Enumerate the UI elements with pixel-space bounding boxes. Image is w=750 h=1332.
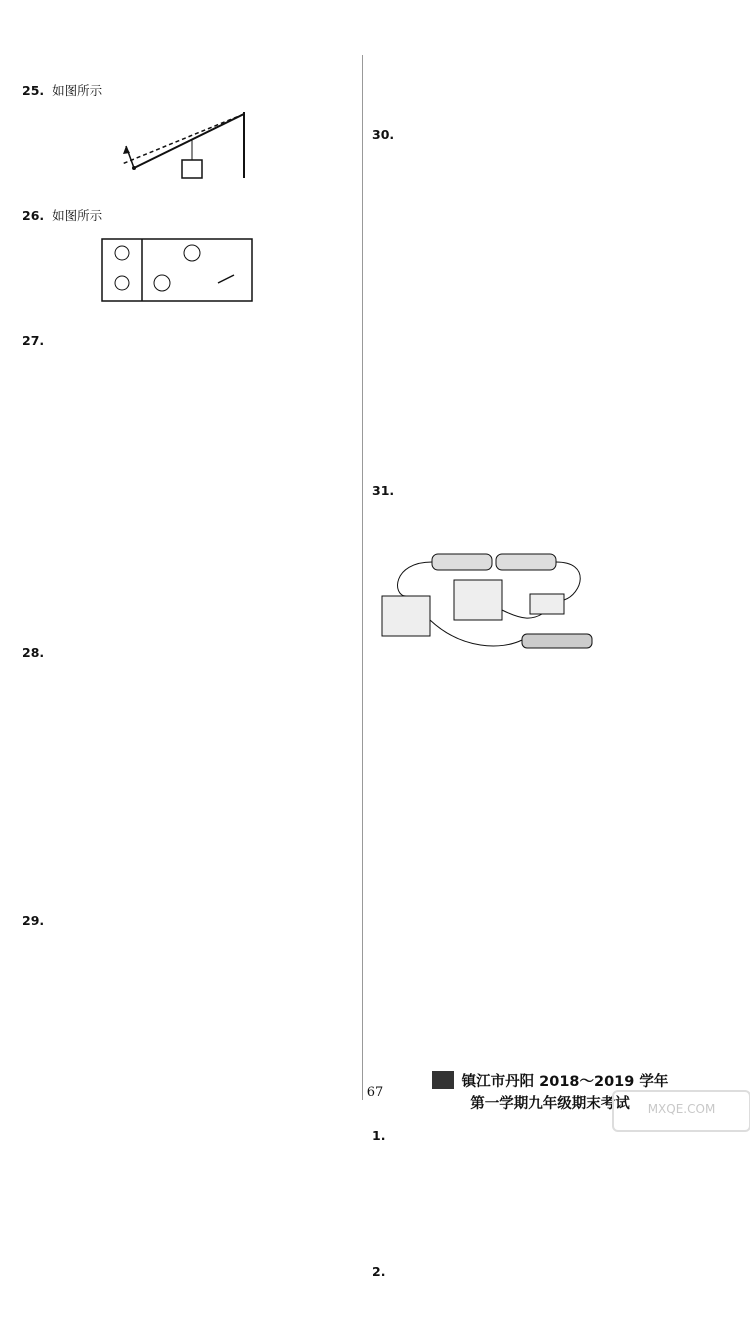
text-line bbox=[22, 616, 354, 638]
text-line bbox=[22, 1130, 354, 1152]
text-line bbox=[22, 1152, 354, 1174]
text-line bbox=[22, 708, 354, 730]
question-mc-2 bbox=[372, 1261, 728, 1305]
text-line bbox=[22, 594, 354, 616]
text-line bbox=[372, 1213, 728, 1235]
q29-continuation bbox=[372, 58, 728, 124]
text-line bbox=[372, 793, 728, 815]
question-body bbox=[372, 1147, 728, 1257]
text-line bbox=[22, 528, 354, 550]
text-line bbox=[372, 410, 728, 432]
text-line bbox=[22, 1108, 354, 1130]
section-title-line-1: 镇江市丹阳 2018～2019 学年 bbox=[461, 1074, 669, 1090]
text-line bbox=[22, 396, 354, 418]
text-line bbox=[22, 484, 354, 506]
text-line bbox=[372, 1147, 728, 1169]
text-line bbox=[22, 418, 354, 440]
text-line bbox=[372, 947, 728, 969]
text-line bbox=[372, 432, 728, 454]
circuit-apparatus-illustration bbox=[372, 550, 602, 670]
question-number: 31. bbox=[372, 483, 395, 498]
text-line bbox=[372, 881, 728, 903]
text-line bbox=[22, 686, 354, 708]
text-line bbox=[372, 1169, 728, 1191]
text-line bbox=[22, 1020, 354, 1042]
text-line bbox=[372, 80, 728, 102]
text-line bbox=[22, 840, 354, 862]
column-divider bbox=[362, 55, 363, 1100]
text-line bbox=[372, 344, 728, 366]
question-body bbox=[22, 664, 354, 906]
question-explanation bbox=[372, 683, 728, 1057]
text-line bbox=[372, 102, 728, 124]
text-line bbox=[372, 925, 728, 947]
text-line bbox=[372, 524, 728, 546]
text-line bbox=[22, 1306, 354, 1328]
question-number: 2. bbox=[372, 1264, 386, 1279]
text-line bbox=[22, 796, 354, 818]
text-line bbox=[22, 1174, 354, 1196]
text-line bbox=[22, 1240, 354, 1262]
question-number: 30. bbox=[372, 127, 395, 142]
question-number: 1. bbox=[372, 1128, 386, 1143]
text-line bbox=[22, 1262, 354, 1284]
text-line bbox=[22, 818, 354, 840]
text-line bbox=[22, 730, 354, 752]
text-line bbox=[372, 300, 728, 322]
text-line bbox=[372, 683, 728, 705]
q24-tail bbox=[22, 58, 354, 80]
text-line bbox=[372, 278, 728, 300]
question-body bbox=[372, 502, 728, 546]
text-line bbox=[22, 1196, 354, 1218]
text-line bbox=[372, 366, 728, 388]
text-line bbox=[372, 815, 728, 837]
question-25 bbox=[22, 80, 354, 201]
lever-diagram bbox=[22, 106, 282, 188]
text-line bbox=[22, 1042, 354, 1064]
question-30 bbox=[372, 124, 728, 476]
text-line bbox=[22, 1218, 354, 1240]
text-line bbox=[372, 234, 728, 256]
question-mc-1 bbox=[372, 1125, 728, 1257]
circuit-diagram bbox=[22, 231, 322, 313]
text-line bbox=[372, 502, 728, 524]
text-line bbox=[22, 932, 354, 954]
question-body bbox=[22, 352, 354, 638]
text-line bbox=[22, 976, 354, 998]
question-body bbox=[372, 146, 728, 476]
question-27 bbox=[22, 330, 354, 638]
text-line bbox=[22, 572, 354, 594]
question-body bbox=[372, 1283, 728, 1305]
question-text: 如图所示 bbox=[52, 208, 103, 223]
text-line bbox=[22, 998, 354, 1020]
text-line bbox=[372, 1283, 728, 1305]
left-column bbox=[22, 58, 354, 1332]
question-number: 25. bbox=[22, 83, 45, 98]
question-number: 26. bbox=[22, 208, 45, 223]
text-line bbox=[372, 322, 728, 344]
text-line bbox=[22, 664, 354, 686]
question-28 bbox=[22, 642, 354, 906]
text-line bbox=[372, 837, 728, 859]
text-line bbox=[372, 190, 728, 212]
text-line bbox=[372, 771, 728, 793]
text-line bbox=[22, 954, 354, 976]
text-line bbox=[372, 969, 728, 991]
text-line bbox=[372, 859, 728, 881]
text-line bbox=[22, 506, 354, 528]
question-26 bbox=[22, 205, 354, 326]
text-line bbox=[22, 374, 354, 396]
page-number: 67 bbox=[366, 1085, 384, 1100]
question-number: 28. bbox=[22, 645, 45, 660]
text-line bbox=[372, 256, 728, 278]
text-line bbox=[372, 991, 728, 1013]
text-line bbox=[22, 752, 354, 774]
text-line bbox=[372, 1235, 728, 1257]
text-line bbox=[22, 1064, 354, 1086]
question-text: 如图所示 bbox=[52, 83, 103, 98]
text-line bbox=[372, 454, 728, 476]
text-line bbox=[372, 388, 728, 410]
text-line bbox=[372, 903, 728, 925]
text-line bbox=[372, 146, 728, 168]
text-line bbox=[372, 1013, 728, 1035]
text-line bbox=[22, 862, 354, 884]
watermark: MXQE.COM bbox=[612, 1090, 750, 1132]
question-31 bbox=[372, 480, 728, 1057]
text-line bbox=[22, 1284, 354, 1306]
question-29 bbox=[22, 910, 354, 1328]
text-line bbox=[372, 58, 728, 80]
text-line bbox=[372, 727, 728, 749]
question-number: 27. bbox=[22, 333, 45, 348]
text-line bbox=[372, 705, 728, 727]
text-line bbox=[22, 884, 354, 906]
text-line bbox=[22, 550, 354, 572]
text-line bbox=[22, 352, 354, 374]
text-line bbox=[372, 1035, 728, 1057]
question-body bbox=[22, 932, 354, 1328]
text-line bbox=[372, 1191, 728, 1213]
question-number: 29. bbox=[22, 913, 45, 928]
text-line bbox=[22, 440, 354, 462]
text-line bbox=[22, 774, 354, 796]
text-line bbox=[372, 168, 728, 190]
text-line bbox=[372, 749, 728, 771]
text-line bbox=[22, 462, 354, 484]
text-line bbox=[372, 212, 728, 234]
section-title-line-2: 第一学期九年级期末考试 bbox=[470, 1096, 630, 1112]
